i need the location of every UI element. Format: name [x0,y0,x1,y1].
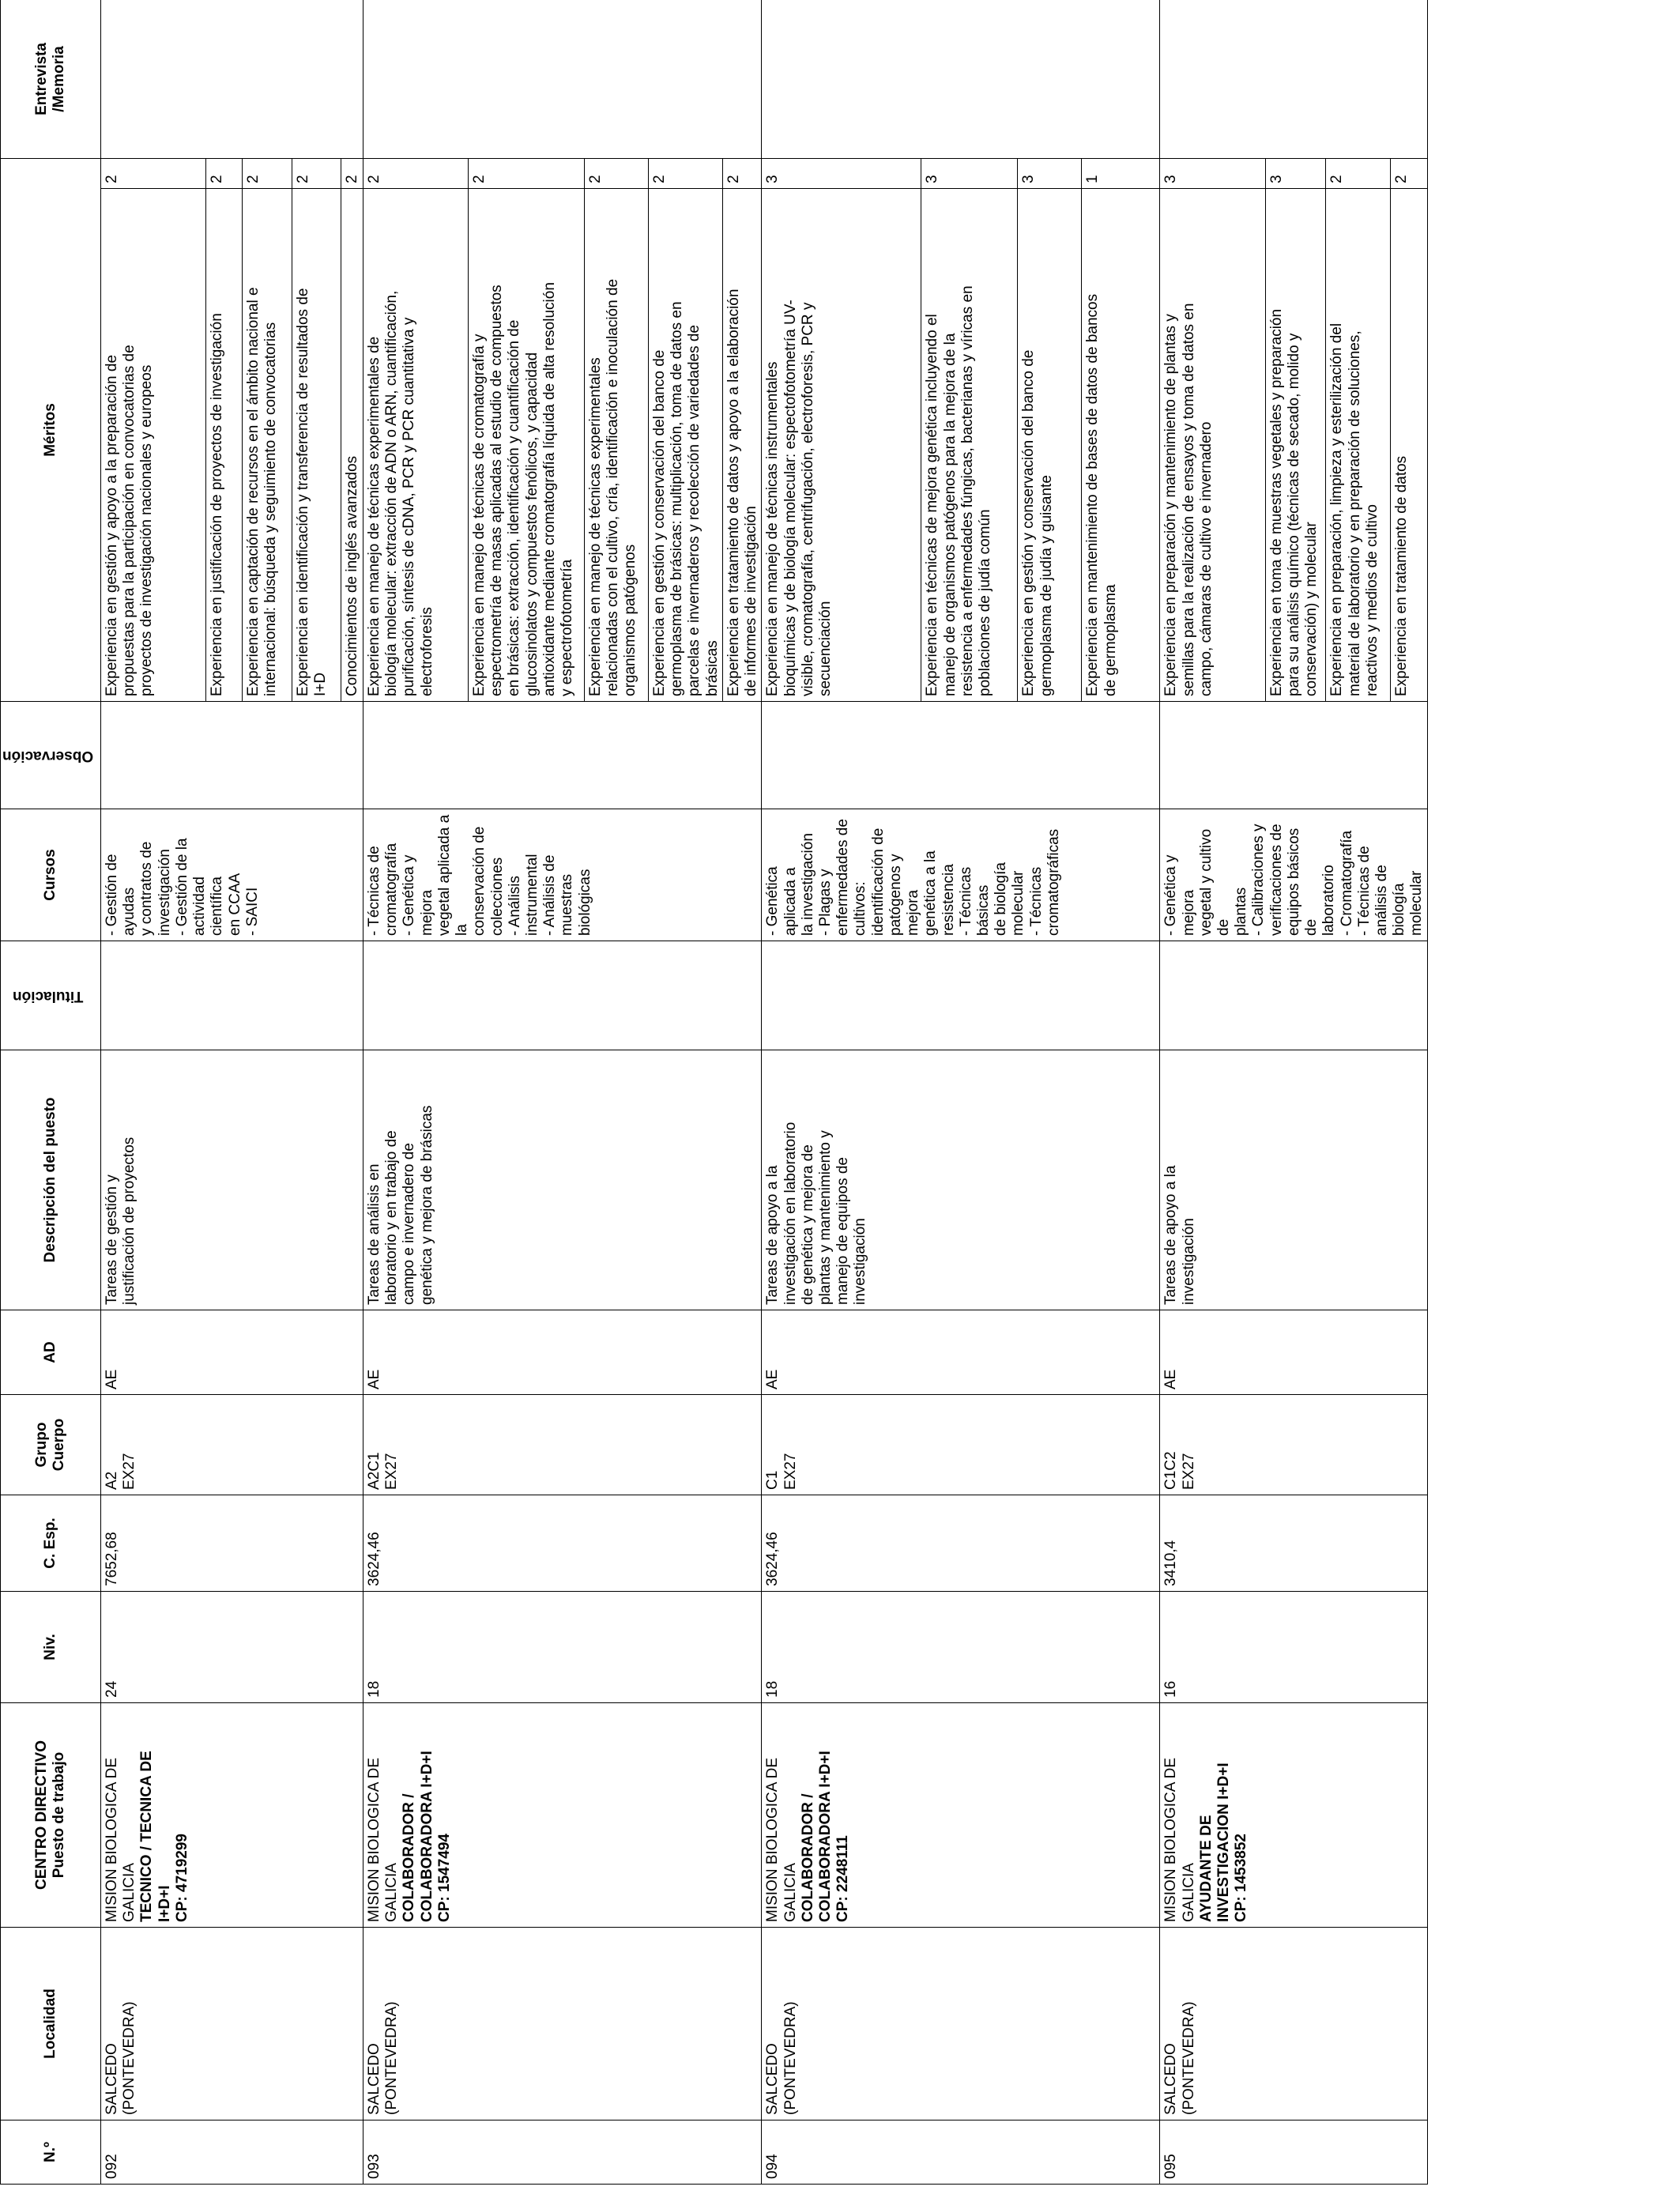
entrevista-cell [762,0,1160,158]
entrevista-cell [363,0,762,158]
header-num: N.º [1,2120,101,2185]
puesto-name: COLABORADOR / COLABORADORA I+D+I [799,1751,834,1922]
header-observacion-text: Observación [2,747,94,764]
merito-score: 2 [469,158,585,188]
num-cell: 093 [363,2120,762,2185]
header-titulacion-text: Titulación [13,987,84,1005]
header-niv: Niv. [1,1592,101,1703]
header-titulacion [1,941,101,1050]
localidad-cell: SALCEDO (PONTEVEDRA) [1160,1928,1427,2120]
header-entrevista: Entrevista /Memoria [1,0,101,158]
observacion-cell [363,702,762,809]
merito-score: 3 [762,158,921,188]
descripcion-cell: Tareas de apoyo a la investigación en laboratorio de genética y mejora de plantas y mantenimiento y manejo de equipos de investigación [762,1050,1160,1310]
merito-score: 2 [585,158,649,188]
header-cursos: Cursos [1,809,101,941]
grupo-cell: A2 EX27 [101,1395,363,1495]
localidad-cell: SALCEDO (PONTEVEDRA) [101,1928,363,2120]
titulacion-cell [1160,941,1427,1050]
merito-score: 3 [1160,158,1265,188]
puesto-name: AYUDANTE DE INVESTIGACION I+D+I [1197,1762,1232,1922]
cesp-cell: 7652,68 [101,1495,363,1592]
merito-text: Experiencia en tratamiento de datos y apoyo a la elaboración de informes de investigación [722,189,761,702]
merito-text: Experiencia en tratamiento de datos [1391,189,1427,702]
merito-score: 3 [1265,158,1326,188]
merito-text: Experiencia en manejo de técnicas de cromatografía y espectrometría de masas aplicadas al estudio de compuestos en brásicas: extracción, identificación y cuantificación de glucosinolatos y compuestos fenólicos, y capacidad antioxidante mediante cromatografía líquida de alta resolución y espectrofotometría [469,189,585,702]
puesto-name: TECNICO / TECNICA DE I+D+I [138,1751,173,1922]
merito-text: Experiencia en preparación, limpieza y esterilización del material de laboratorio y en preparación de soluciones, reactivos y medios de cultivo [1326,189,1391,702]
header-centro: CENTRO DIRECTIVO Puesto de trabajo [1,1703,101,1928]
cursos-cell: - Gestión de ayudas y contratos de investigación - Gestión de la actividad científica en CCAA - SAICI [101,809,363,941]
observacion-cell [101,702,363,809]
ad-cell: AE [101,1310,363,1395]
centro-name: MISION BIOLOGICA DE GALICIA [764,1758,799,1922]
ad-cell: AE [363,1310,762,1395]
merito-score: 3 [921,158,1018,188]
merito-score: 2 [363,158,469,188]
merito-text: Experiencia en manejo de técnicas experimentales de biología molecular: extracción de ADN o ARN, cuantificación, purificación, síntesis de cDNA, PCR y PCR cuantitativa y electroforesis [363,189,469,702]
observacion-cell [762,702,1160,809]
header-ad: AD [1,1310,101,1395]
cursos-cell: - Genética aplicada a la investigación - Plagas y enfermedades de cultivos: identificación de patógenos y mejora genética a la resistencia - Técnicas básicas de biología molecular - Técnicas cromatográficas [762,809,1160,941]
header-meritos: Méritos [1,158,101,701]
header-grupo: Grupo Cuerpo [1,1395,101,1495]
merito-text: Experiencia en manejo de técnicas instrumentales bioquímicas y de biología molecular: espectofotometría UV- visible, cromatografía, centrifugación, electroforesis, PCR y secuenciación [762,189,921,702]
merito-score: 2 [243,158,292,188]
cesp-cell: 3410,4 [1160,1495,1427,1592]
centro-cell [363,1703,762,1928]
cursos-cell: - Técnicas de cromatografía - Genética y mejora vegetal aplicada a la conservación de colecciones - Análisis instrumental - Análisis de muestras biológicas [363,809,762,941]
titulacion-cell [363,941,762,1050]
header-observacion [1,702,101,809]
niv-cell: 18 [762,1592,1160,1703]
grupo-cell: A2C1 EX27 [363,1395,762,1495]
descripcion-cell: Tareas de apoyo a la investigación [1160,1050,1427,1310]
merito-text: Experiencia en captación de recursos en el ámbito nacional e internacional: búsqueda y seguimiento de convocatorias [243,189,292,702]
centro-cell [101,1703,363,1928]
merito-text: Experiencia en manejo de técnicas experimentales relacionadas con el cultivo, cría, identificación e inoculación de organismos patógenos [585,189,649,702]
merito-text: Conocimientos de inglés avanzados [341,189,363,702]
header-cesp: C. Esp. [1,1495,101,1592]
positions-body [101,0,1428,2185]
observacion-cell [1160,702,1427,809]
centro-name: MISION BIOLOGICA DE GALICIA [366,1758,401,1922]
merito-score: 2 [292,158,341,188]
merito-text: Experiencia en mantenimiento de bases de datos de bancos de germoplasma [1082,189,1160,702]
merito-text: Experiencia en gestión y conservación del banco de germoplasma de judía y guisante [1018,189,1082,702]
titulacion-cell [762,941,1160,1050]
ad-cell: AE [1160,1310,1427,1395]
cesp-cell: 3624,46 [762,1495,1160,1592]
merito-text: Experiencia en gestión y conservación del banco de germoplasma de brásicas: multiplicación, toma de datos en parcelas e invernaderos y recolección de variedades de brásicas [649,189,723,702]
table-row [762,0,921,2185]
centro-cell [762,1703,1160,1928]
centro-name: MISION BIOLOGICA DE GALICIA [104,1758,138,1922]
cp-code: CP: 4719299 [173,1834,190,1922]
header-row [1,0,101,2185]
merito-score: 2 [341,158,363,188]
cp-code: CP: 2248111 [834,1835,852,1922]
entrevista-cell [1160,0,1427,158]
cp-code: CP: 1453852 [1233,1834,1250,1922]
grupo-cell: C1 EX27 [762,1395,1160,1495]
merito-text: Experiencia en gestión y apoyo a la preparación de propuestas para la participación en convocatorias de proyectos de investigación nacionales y europeos [101,189,206,702]
table-row [1160,0,1265,2185]
descripcion-cell: Tareas de gestión y justificación de proyectos [101,1050,363,1310]
puesto-name: COLABORADOR / COLABORADORA I+D+I [401,1751,435,1922]
table-row [363,0,469,2185]
num-cell: 092 [101,2120,363,2185]
merito-score: 2 [206,158,243,188]
niv-cell: 24 [101,1592,363,1703]
merito-text: Experiencia en toma de muestras vegetales y preparación para su análisis químico (técnicas de secado, molido y conservación) y molecular [1265,189,1326,702]
cesp-cell: 3624,46 [363,1495,762,1592]
grupo-cell: C1C2 EX27 [1160,1395,1427,1495]
merito-score: 2 [722,158,761,188]
merito-text: Experiencia en justificación de proyectos de investigación [206,189,243,702]
table-row [101,0,206,2185]
merito-score: 2 [101,158,206,188]
centro-name: MISION BIOLOGICA DE GALICIA [1162,1758,1197,1922]
num-cell: 095 [1160,2120,1427,2185]
merito-text: Experiencia en identificación y transferencia de resultados de I+D [292,189,341,702]
merito-text: Experiencia en preparación y mantenimiento de plantas y semillas para la realización de ensayos y toma de datos en campo, cámaras de cultivo e invernadero [1160,189,1265,702]
localidad-cell: SALCEDO (PONTEVEDRA) [762,1928,1160,2120]
ad-cell: AE [762,1310,1160,1395]
localidad-cell: SALCEDO (PONTEVEDRA) [363,1928,762,2120]
merito-score: 2 [1391,158,1427,188]
niv-cell: 18 [363,1592,762,1703]
titulacion-cell [101,941,363,1050]
centro-cell [1160,1703,1427,1928]
merito-score: 1 [1082,158,1160,188]
cursos-cell: - Genética y mejora vegetal y cultivo de plantas - Calibraciones y verificaciones de equipos básicos de laboratorio - Cromatografía - Técnicas de análisis de biología molecular [1160,809,1427,941]
cp-code: CP: 1547494 [435,1834,453,1922]
niv-cell: 16 [1160,1592,1427,1703]
merito-score: 2 [1326,158,1391,188]
header-descripcion: Descripción del puesto [1,1050,101,1310]
num-cell: 094 [762,2120,1160,2185]
merito-text: Experiencia en técnicas de mejora genética incluyendo el manejo de organismos patógenos para la mejora de la resistencia a enfermedades fúngicas, bacterianas y víricas en poblaciones de judía común [921,189,1018,702]
header-localidad: Localidad [1,1928,101,2120]
merito-score: 3 [1018,158,1082,188]
merito-score: 2 [649,158,723,188]
entrevista-cell [101,0,363,158]
descripcion-cell: Tareas de análisis en laboratorio y en trabajo de campo e invernadero de genética y mejora de brásicas [363,1050,762,1310]
